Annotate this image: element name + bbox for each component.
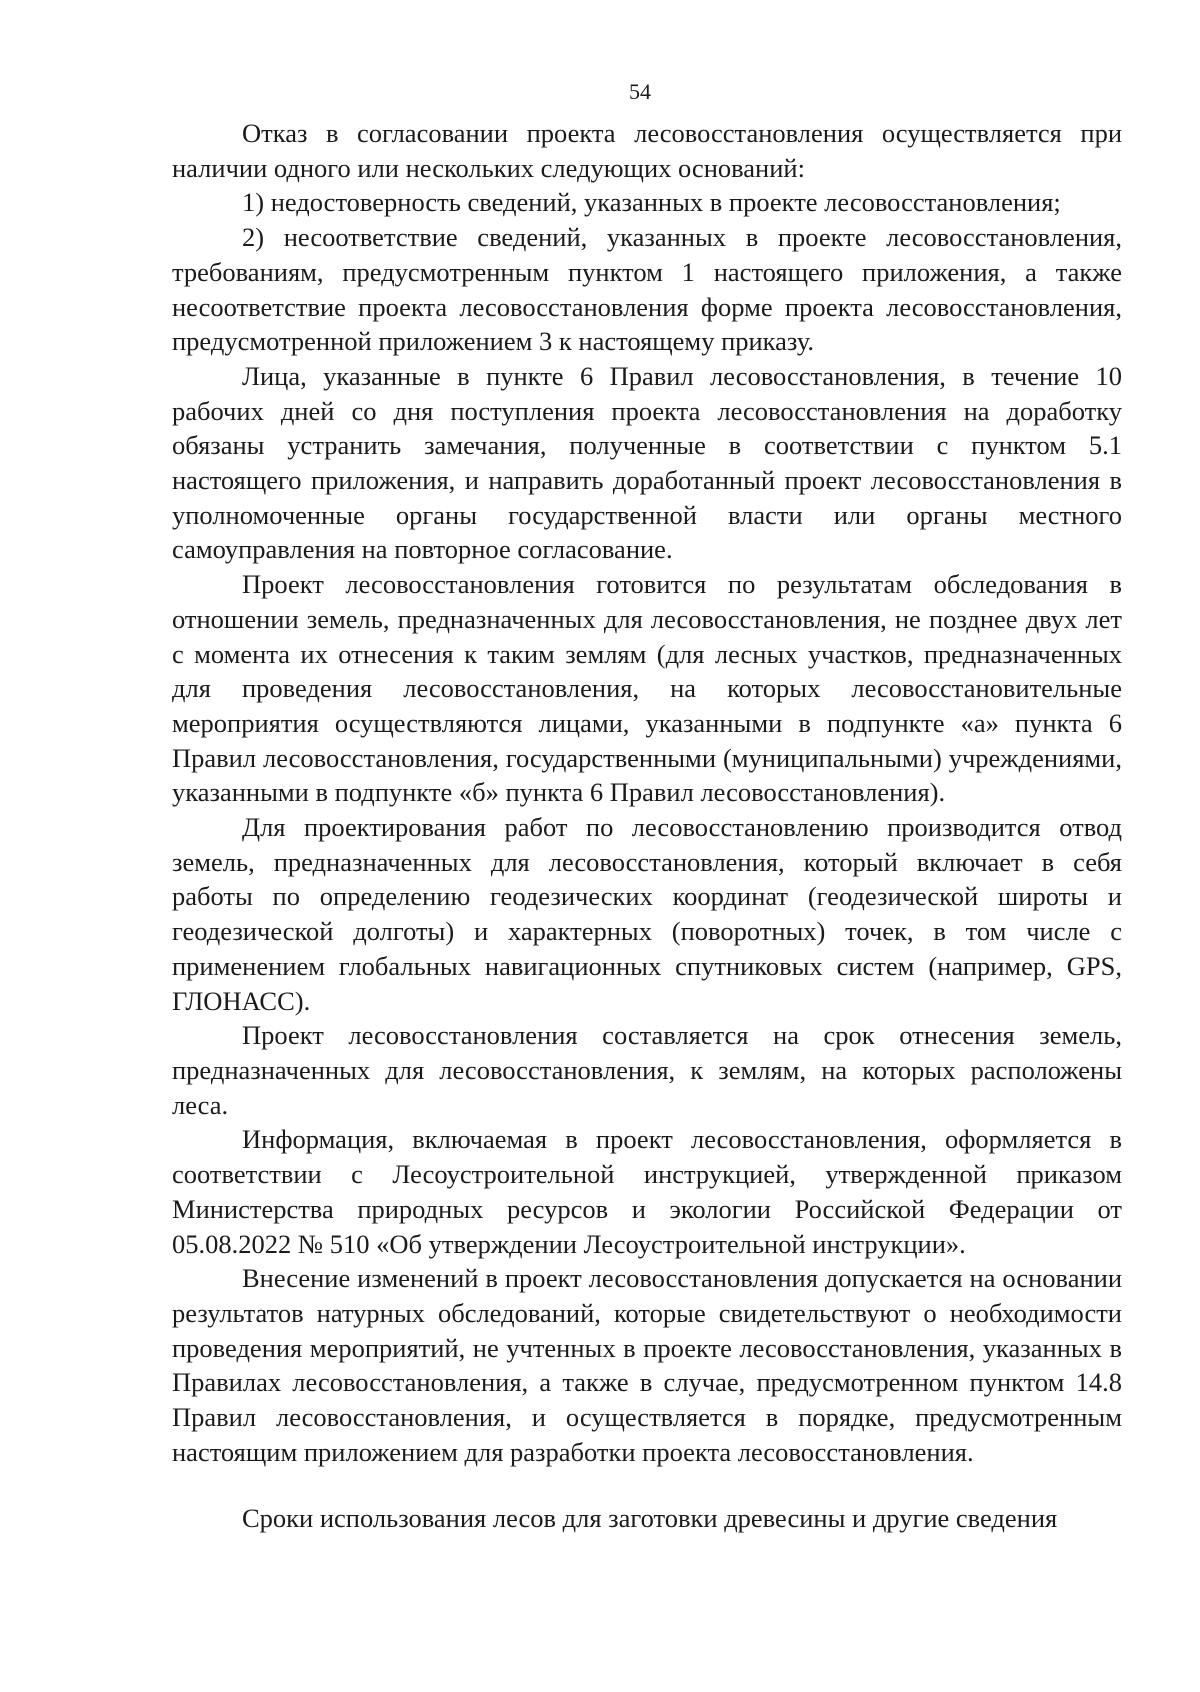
paragraph-information-format: Информация, включаемая в проект лесовосстановления, оформляется в соответствии с Лесоустроительной инструкцией, утвержденной приказом Министерства природных ресурсов и экологии Российской Федерации от 05.08.2022 № 510 «Об утверждении Лесоустроительной инструкции». <box>172 1124 1122 1259</box>
paragraph-project-preparation: Проект лесовосстановления готовится по результатам обследования в отношении земель, предназначенных для лесовосстановления, не позднее двух лет с момента их отнесения к таким землям (для лесных участков, предназначенных для проведения лесовосстановления, на которых лесовосстановительные мероприятия осуществляются лицами, указанными в подпункте «а» пункта 6 Правил лесовосстановления, государственными (муниципальными) учреждениями, указанными в подпункте «б» пункта 6 Правил лесовосстановления). <box>172 569 1122 808</box>
paragraph-amendments: Внесение изменений в проект лесовосстановления допускается на основании результатов натурных обследований, которые свидетельствуют о необходимости проведения мероприятий, не учтенных в проекте лесовосстановления, указанных в Правилах лесовосстановления, а также в случае, предусмотренном пунктом 14.8 Правил лесовосстановления, и осуществляется в порядке, предусмотренным настоящим приложением для разработки проекта лесовосстановления. <box>172 1263 1122 1467</box>
paragraph-ground-2: 2) несоответствие сведений, указанных в проекте лесовосстановления, требованиям, предусмотренным пунктом 1 настоящего приложения, а также несоответствие проекта лесовосстановления форме проекта лесовосстановления, предусмотренной приложением 3 к настоящему приказу. <box>172 222 1122 357</box>
paragraph-ground-1: 1) недостоверность сведений, указанных в проекте лесовосстановления; <box>242 187 1061 218</box>
paragraph-revision-deadline: Лица, указанные в пункте 6 Правил лесовосстановления, в течение 10 рабочих дней со дня поступления проекта лесовосстановления на доработку обязаны устранить замечания, полученные в соответствии с пунктом 5.1 настоящего приложения, и направить доработанный проект лесовосстановления в уполномоченные органы государственной власти или органы местного самоуправления на повторное согласование. <box>172 360 1122 565</box>
page-number: 54 <box>629 79 651 104</box>
paragraph-timber-harvest-terms: Сроки использования лесов для заготовки древесины и другие сведения <box>242 1503 1058 1534</box>
paragraph-refusal-grounds: Отказ в согласовании проекта лесовосстановления осуществляется при наличии одного или нескольких следующих оснований: <box>172 118 1122 183</box>
paragraph-project-term: Проект лесовосстановления составляется на срок отнесения земель, предназначенных для лесовосстановления, к землям, на которых расположены леса. <box>172 1020 1122 1120</box>
document-body <box>172 116 1122 1536</box>
paragraph-land-allocation: Для проектирования работ по лесовосстановлению производится отвод земель, предназначенных для лесовосстановления, который включает в себя работы по определению геодезических координат (геодезической широты и геодезической долготы) и характерных (поворотных) точек, в том числе с применением глобальных навигационных спутниковых систем (например, GPS, ГЛОНАСС). <box>172 812 1122 1016</box>
